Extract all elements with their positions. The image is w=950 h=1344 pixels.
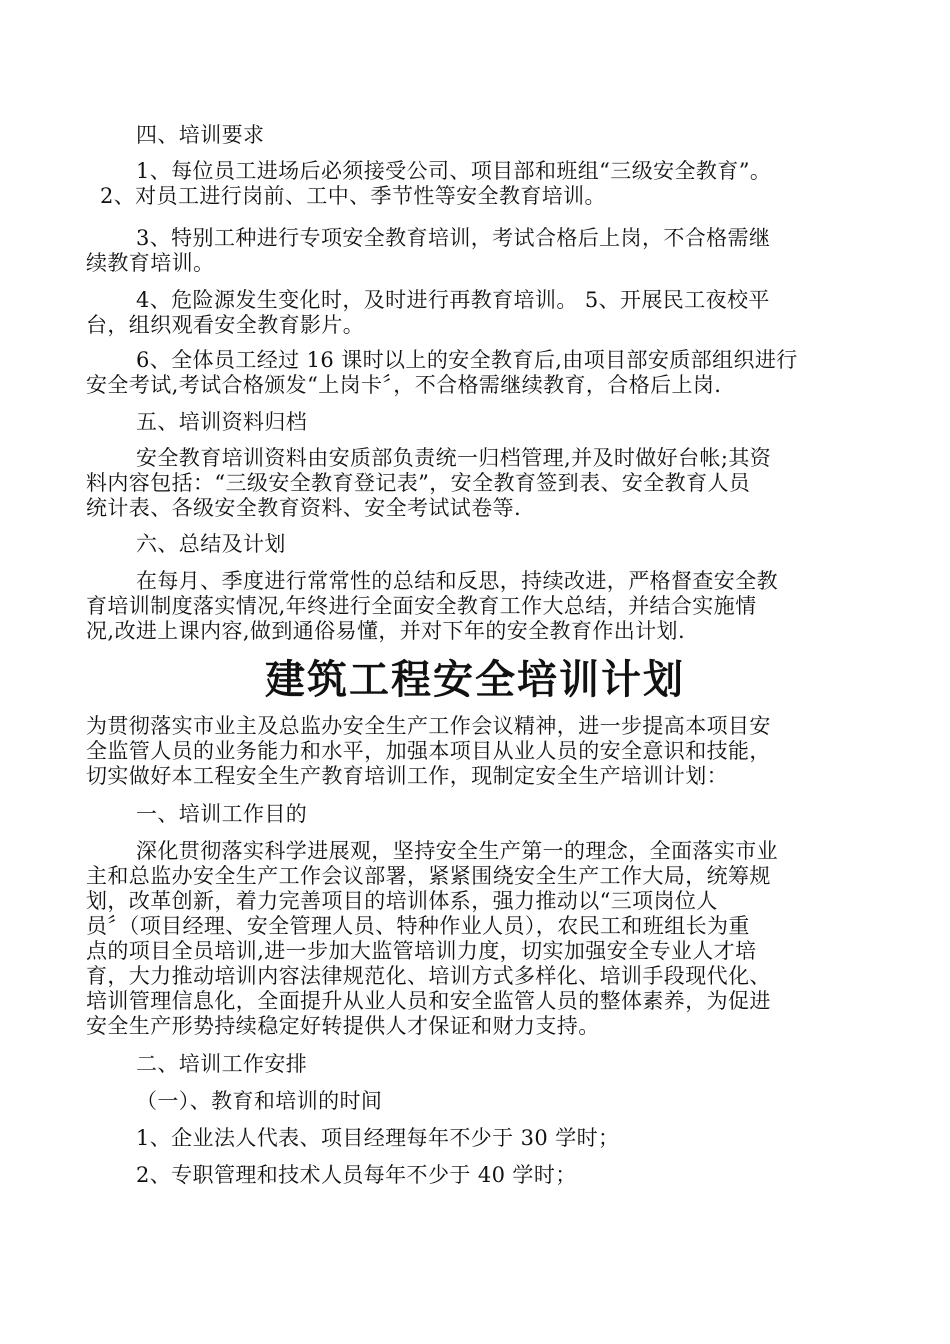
list-item: 1、企业法人代表、项目经理每年不少于 30 学时； (136, 1126, 620, 1150)
paragraph-line: 主和总监办安全生产工作会议部署，紧紧围绕安全生产工作大局，统筹规 (86, 864, 771, 888)
paragraph-line: 6、全体员工经过 16 课时以上的安全教育后,由项目部安质部组织进行 (136, 348, 798, 372)
subsection-heading: （一）、教育和培训的时间 (136, 1089, 383, 1113)
paragraph-line: 4、危险源发生变化时，及时进行再教育培训。 5、开展民工夜校平 (136, 288, 770, 312)
section-heading: 六、总结及计划 (136, 532, 286, 556)
paragraph-line: 在每月、季度进行常常性的总结和反思，持续改进，严格督查安全教 (136, 569, 778, 593)
paragraph-line: 为贯彻落实市业主及总监办安全生产工作会议精神，进一步提高本项目安 (86, 714, 771, 738)
paragraph-line: 1、每位员工进场后必须接受公司、项目部和班组“三级安全教育”。 (136, 159, 772, 183)
paragraph-line: 料内容包括：“三级安全教育登记表”，安全教育签到表、安全教育人员 (86, 471, 751, 495)
paragraph-line: 安全教育培训资料由安质部负责统一归档管理,并及时做好台帐;其资 (136, 446, 772, 470)
paragraph-line: 全监管人员的业务能力和水平，加强本项目从业人员的安全意识和技能， (86, 739, 771, 763)
paragraph-line: 点的项目全员培训,进一步加大监管培训力度，切实加强安全专业人才培 (86, 939, 757, 963)
paragraph-line: 安全生产形势持续稳定好转提供人才保证和财力支持。 (86, 1014, 600, 1038)
paragraph-line: 台，组织观看安全教育影片。 (86, 313, 365, 337)
paragraph-line: 切实做好本工程安全生产教育培训工作，现制定安全生产培训计划： (86, 764, 728, 788)
paragraph-line: 统计表、各级安全教育资料、安全考试试卷等. (86, 496, 522, 520)
paragraph-line: 3、特别工种进行专项安全教育培训，考试合格后上岗，不合格需继 (136, 226, 771, 250)
paragraph-line: 育，大力推动培训内容法律规范化、培训方式多样化、培训手段现代化、 (86, 964, 771, 988)
document-title: 建筑工程安全培训计划 (265, 657, 685, 703)
paragraph-line: 培训管理信息化，全面提升从业人员和安全监管人员的整体素养，为促进 (86, 989, 771, 1013)
list-item: 2、专职管理和技术人员每年不少于 40 学时； (136, 1163, 577, 1187)
paragraph-line: 育培训制度落实情况,年终进行全面安全教育工作大总结，并结合实施情 (86, 594, 757, 618)
paragraph-line: 深化贯彻落实科学进展观，坚持安全生产第一的理念，全面落实市业 (136, 839, 778, 863)
section-heading: 四、培训要求 (136, 123, 265, 147)
paragraph-line: 安全考试,考试合格颁发“上岗卡〞，不合格需继续教育，合格后上岗. (86, 373, 722, 397)
paragraph-line: 2、对员工进行岗前、工中、季节性等安全教育培训。 (100, 184, 606, 208)
paragraph-line: 续教育培训。 (86, 251, 215, 275)
section-heading: 一、培训工作目的 (136, 802, 308, 826)
paragraph-line: 员〞（项目经理、安全管理人员、特种作业人员），农民工和班组长为重 (86, 914, 750, 938)
paragraph-line: 划，改革创新，着力完善项目的培训体系，强力推动以“三项岗位人 (86, 889, 718, 913)
paragraph-line: 况,改进上课内容,做到通俗易懂，并对下年的安全教育作出计划. (86, 619, 686, 643)
section-heading: 五、培训资料归档 (136, 410, 308, 434)
section-heading: 二、培训工作安排 (136, 1052, 308, 1076)
